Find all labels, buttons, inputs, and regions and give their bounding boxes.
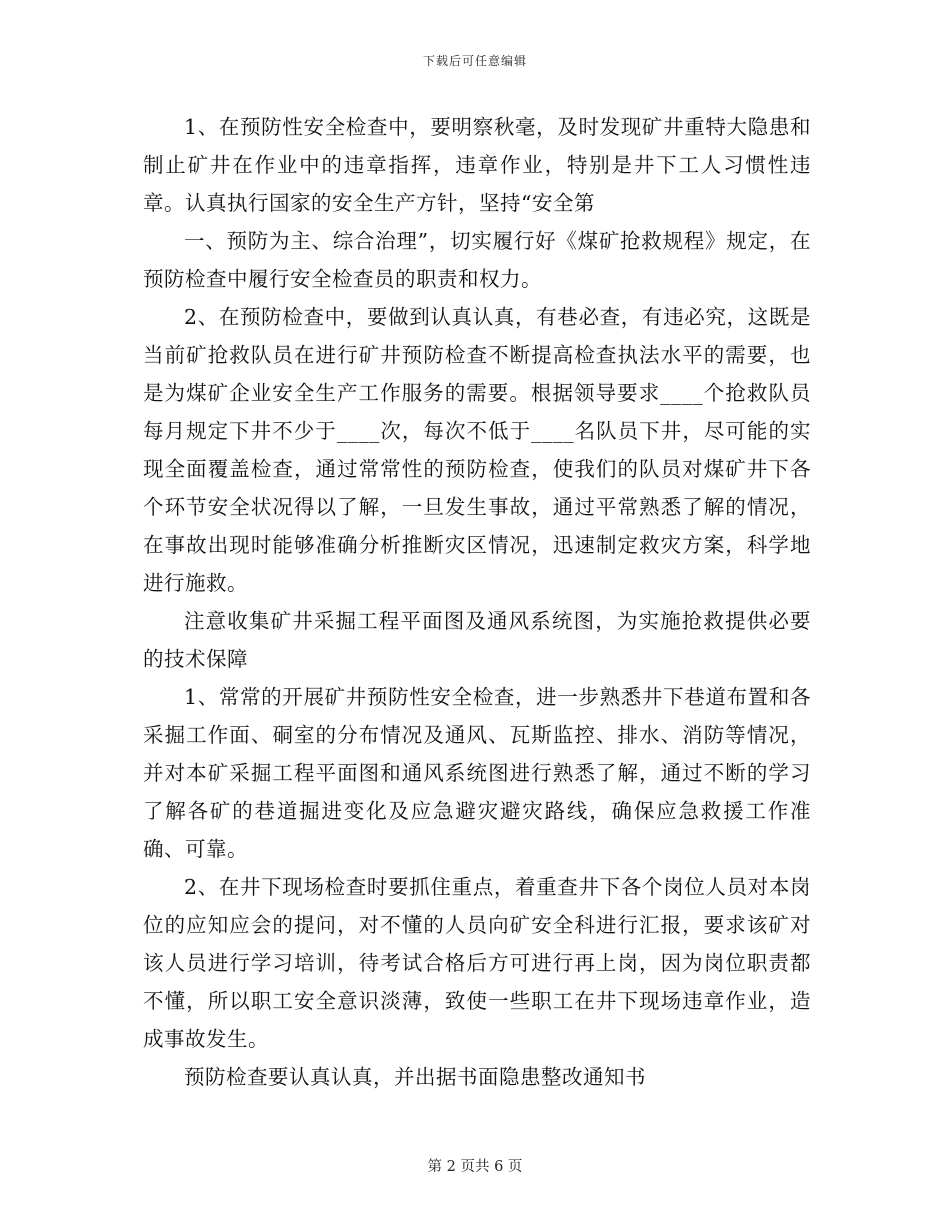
document-body [143,108,811,1096]
paragraph-1: 1、在预防性安全检查中，要明察秋毫，及时发现矿井重特大隐患和制止矿井在作业中的违章指挥，违章作业，特别是井下工人习惯性违章。认真执行国家的安全生产方针，坚持“安全第 [143,115,811,215]
paragraph-2: 一、预防为主、综合治理”，切实履行好《煤矿抢救规程》规定，在预防检查中履行安全检查员的职责和权力。 [143,229,811,291]
page-header: 下载后可任意编辑 [422,54,527,68]
paragraph-6: 2、在井下现场检查时要抓住重点，着重查井下各个岗位人员对本岗位的应知应会的提问，对不懂的人员向矿安全科进行汇报，要求该矿对该人员进行学习培训，待考试合格后方可进行再上岗，因为岗位职责都不懂，所以职工安全意识淡薄，致使一些职工在井下现场违章作业，造成事故发生。 [143,875,811,1051]
page-footer: 第 2 页共 6 页 [427,1159,523,1175]
paragraph-5: 1、常常的开展矿井预防性安全检查，进一步熟悉井下巷道布置和各采掘工作面、硐室的分布情况及通风、瓦斯监控、排水、消防等情况，并对本矿采掘工程平面图和通风系统图进行熟悉了解，通过不断的学习了解各矿的巷道掘进变化及应急避灾避灾路线，确保应急救援工作准确、可靠。 [143,685,811,861]
paragraph-4: 注意收集矿井采掘工程平面图及通风系统图，为实施抢救提供必要的技术保障 [143,609,811,671]
paragraph-7: 预防检查要认真认真，并出据书面隐患整改通知书 [184,1065,646,1089]
paragraph-3: 2、在预防检查中，要做到认真认真，有巷必查，有违必究，这既是当前矿抢救队员在进行矿井预防检查不断提高检查执法水平的需要，也是为煤矿企业安全生产工作服务的需要。根据领导要求____个抢救队员每月规定下井不少于____次，每次不低于____名队员下井，尽可能的实现全面覆盖检查，通过常常性的预防检查，使我们的队员对煤矿井下各个环节安全状况得以了解，一旦发生事故，通过平常熟悉了解的情况，在事故出现时能够准确分析推断灾区情况，迅速制定救灾方案，科学地进行施救。 [143,305,811,595]
